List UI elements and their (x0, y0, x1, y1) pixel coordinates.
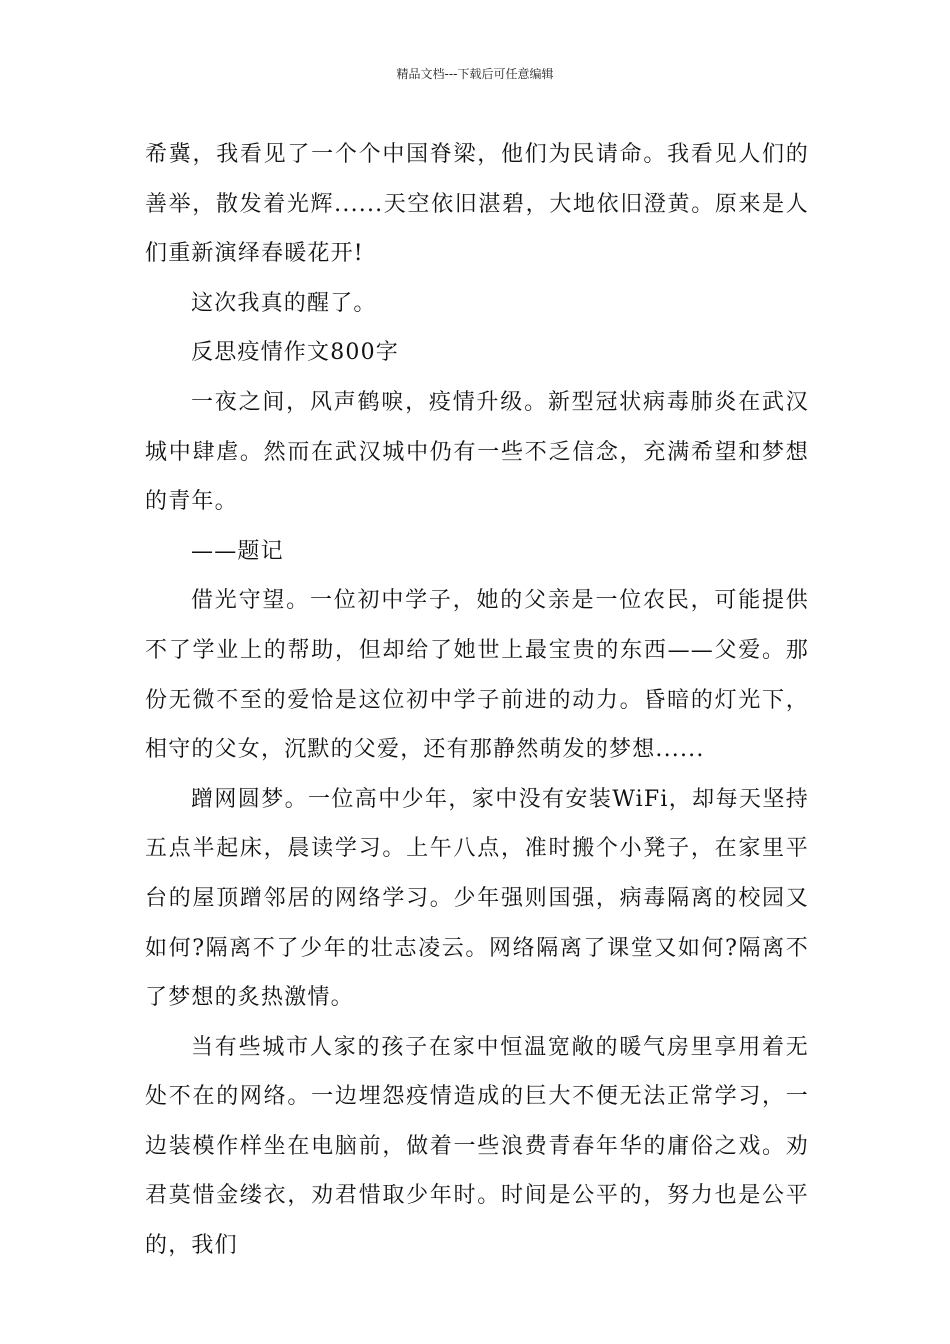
paragraph-3: 一夜之间，风声鹤唳，疫情升级。新型冠状病毒肺炎在武汉城中肆虐。然而在武汉城中仍有一些不乏信念，充满希望和梦想的青年。 (145, 389, 809, 515)
paragraph-2: 这次我真的醒了。 (191, 290, 377, 316)
paragraph-5: 蹭网圆梦。一位高中少年，家中没有安装WiFi，却每天坚持五点半起床，晨读学习。上午八点，准时搬个小凳子，在家里平台的屋顶蹭邻居的网络学习。少年强则国强，病毒隔离的校园又如何?隔离不了少年的壮志凌云。网络隔离了课堂又如何?隔离不了梦想的炙热激情。 (145, 786, 809, 1011)
essay-title: 反思疫情作文800字 (191, 340, 399, 366)
inscription-note: ——题记 (191, 538, 284, 564)
paragraph-4: 借光守望。一位初中学子，她的父亲是一位农民，可能提供不了学业上的帮助，但却给了她世上最宝贵的东西——父爱。那份无微不至的爱恰是这位初中学子前进的动力。昏暗的灯光下，相守的父女，沉默的父爱，还有那静然萌发的梦想...... (145, 588, 809, 763)
page-header: 精品文档---下载后可任意编辑 (396, 67, 554, 81)
paragraph-6: 当有些城市人家的孩子在家中恒温宽敞的暖气房里享用着无处不在的网络。一边埋怨疫情造成的巨大不便无法正常学习，一边装模作样坐在电脑前，做着一些浪费青春年华的庸俗之戏。劝君莫惜金缕衣，劝君惜取少年时。时间是公平的，努力也是公平的，我们 (145, 1034, 809, 1259)
paragraph-1: 希冀，我看见了一个个中国脊梁，他们为民请命。我看见人们的善举，散发着光辉......天空依旧湛碧，大地依旧澄黄。原来是人们重新演绎春暖花开! (145, 142, 809, 267)
document-body (145, 130, 809, 1271)
